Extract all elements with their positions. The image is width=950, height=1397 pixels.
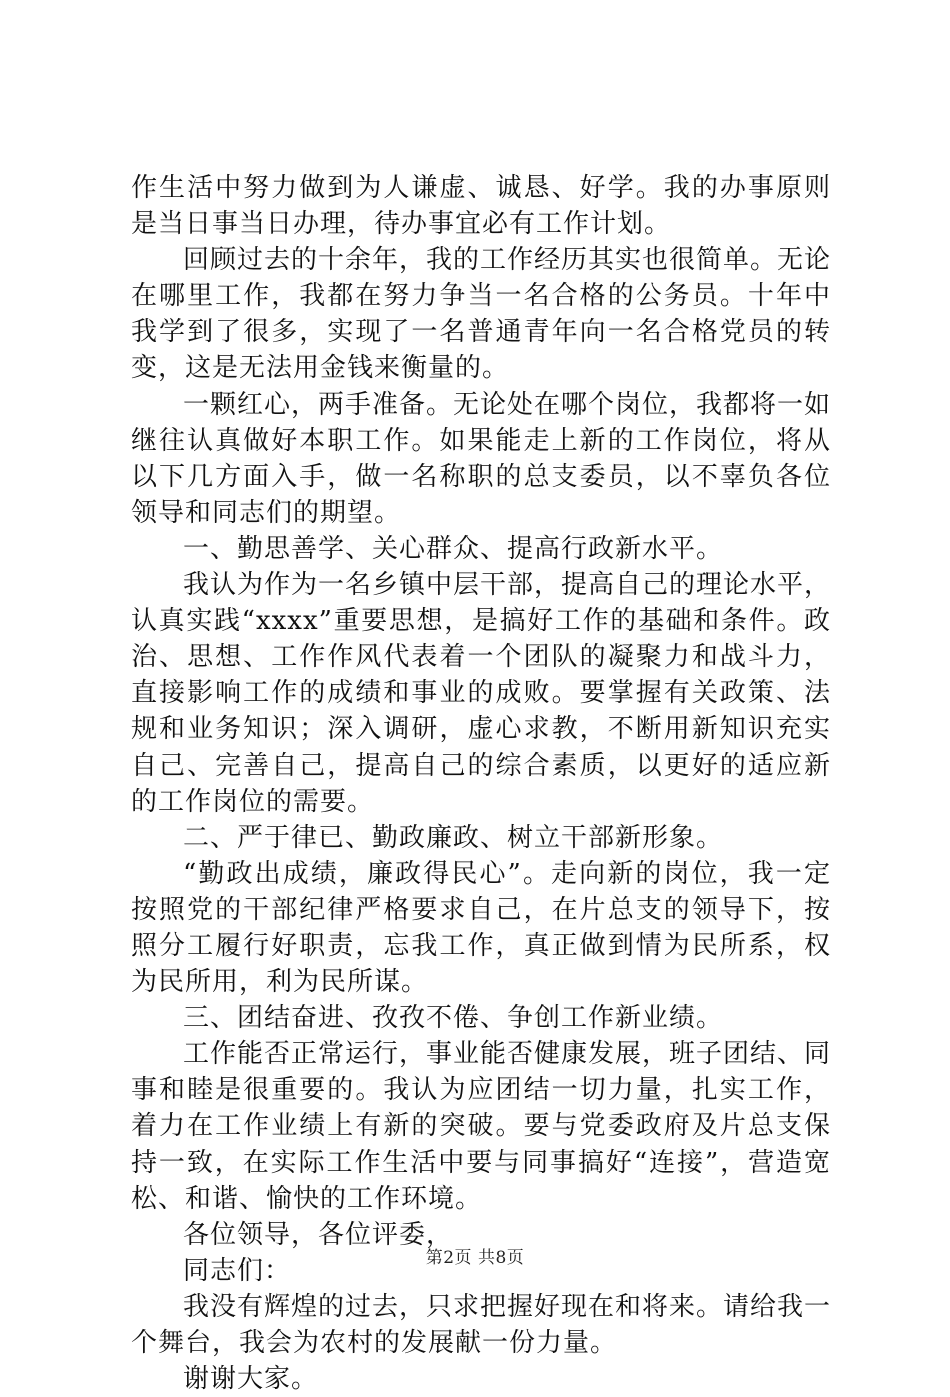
salutation-line-2: 同志们：	[183, 1255, 292, 1286]
closing-line: 谢谢大家。	[183, 1364, 319, 1395]
paragraph-7: 我没有辉煌的过去，只求把握好现在和将来。请给我一个舞台，我会为农村的发展献一份力量。	[131, 1291, 832, 1358]
salutation-line-1: 各位领导，各位评委，	[183, 1219, 454, 1250]
paragraph-6: 工作能否正常运行，事业能否健康发展，班子团结、同事和睦是很重要的。我认为应团结一切力量，扎实工作，着力在工作业绩上有新的突破。要与党委政府及片总支保持一致，在实际工作生活中要与同事搞好“连接”，营造宽松、和谐、愉快的工作环境。	[131, 1039, 832, 1214]
paragraph-2: 回顾过去的十余年，我的工作经历其实也很简单。无论在哪里工作，我都在努力争当一名合格的公务员。十年中我学到了很多，实现了一名普通青年向一名合格党员的转变，这是无法用金钱来衡量的。	[131, 245, 832, 384]
paragraph-3: 一颗红心，两手准备。无论处在哪个岗位，我都将一如继往认真做好本职工作。如果能走上新的工作岗位，将从以下几方面入手，做一名称职的总支委员，以不辜负各位领导和同志们的期望。	[131, 389, 832, 528]
section-heading-3: 三、团结奋进、孜孜不倦、争创工作新业绩。	[183, 1003, 724, 1034]
paragraph-1: 作生活中努力做到为人谦虚、诚恳、好学。我的办事原则是当日事当日办理，待办事宜必有工作计划。	[131, 173, 831, 240]
page-number-footer: 第2页 共8页	[425, 1248, 525, 1268]
paragraph-5: “勤政出成绩，廉政得民心”。走向新的岗位，我一定按照党的干部纪律严格要求自己，在片总支的领导下，按照分工履行好职责，忘我工作，真正做到情为民所系，权为民所用，利为民所谋。	[131, 858, 831, 998]
paragraph-4: 我认为作为一名乡镇中层干部，提高自己的理论水平，认真实践“xxxx”重要思想，是搞好工作的基础和条件。政治、思想、工作作风代表着一个团队的凝聚力和战斗力，直接影响工作的成绩和事业的成败。要掌握有关政策、法规和业务知识；深入调研，虚心求教，不断用新知识充实自己、完善自己，提高自己的综合素质，以更好的适应新的工作岗位的需要。	[131, 570, 832, 817]
section-heading-2: 二、严于律已、勤政廉政、树立干部新形象。	[183, 822, 724, 853]
document-body	[131, 170, 831, 1397]
section-heading-1: 一、勤思善学、关心群众、提高行政新水平。	[183, 533, 724, 564]
